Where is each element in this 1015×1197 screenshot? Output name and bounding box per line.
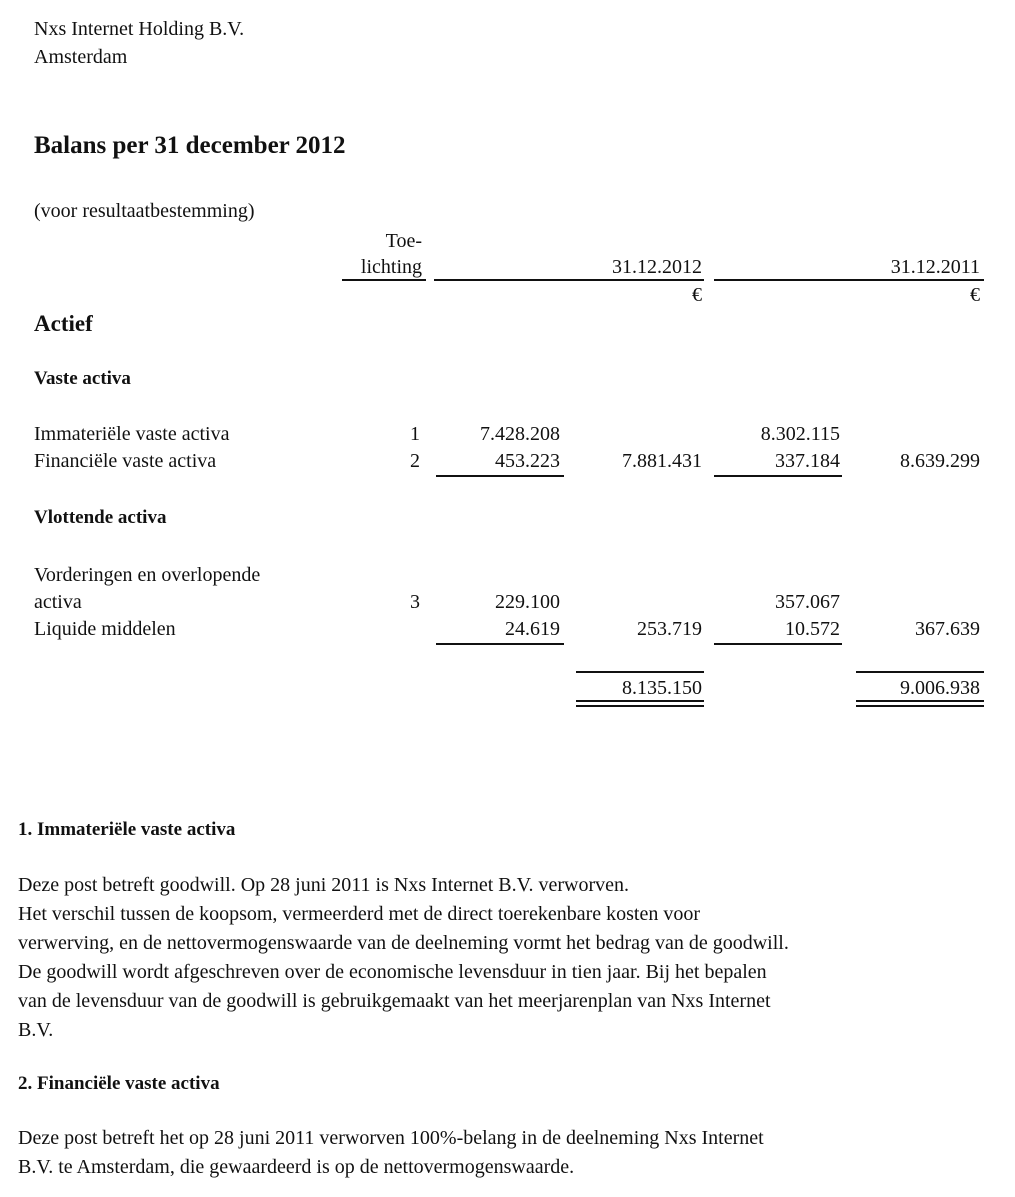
note-body: [18, 871, 1003, 1045]
note-heading: 2. Financiële vaste activa: [18, 1073, 220, 1094]
grand-total-2011: 9.006.938: [900, 677, 980, 699]
row-detail-2011: 8.302.115: [760, 423, 840, 445]
note-line: B.V.: [18, 1019, 54, 1041]
row-detail-2012: 229.100: [495, 591, 560, 613]
note-line: Deze post betreft het op 28 juni 2011 verworven 100%-belang in de deelneming Nxs Internet: [18, 1127, 764, 1149]
divider: [436, 475, 564, 477]
currency-2012: €: [692, 284, 702, 306]
row-total-2011: 8.639.299: [900, 450, 980, 472]
page-title: Balans per 31 december 2012: [34, 132, 346, 159]
row-detail-2012: 24.619: [505, 618, 560, 640]
double-underline: [576, 700, 704, 707]
row-note: 2: [410, 450, 420, 472]
grand-total-2012: 8.135.150: [622, 677, 702, 699]
company-name: Nxs Internet Holding B.V.: [34, 18, 245, 40]
note-heading: 1. Immateriële vaste activa: [18, 819, 236, 840]
row-label: Liquide middelen: [34, 618, 176, 640]
row-total-2011: 367.639: [915, 618, 980, 640]
row-detail-2011: 357.067: [775, 591, 840, 613]
row-detail-2012: 7.428.208: [480, 423, 560, 445]
note-line: van de levensduur van de goodwill is gebruikgemaakt van het meerjarenplan van Nxs Internet: [18, 990, 771, 1012]
group-title-vlottende-activa: Vlottende activa: [34, 507, 167, 528]
row-total-2012: 253.719: [637, 618, 702, 640]
divider: [856, 671, 984, 673]
col-header-2012: 31.12.2012: [612, 256, 702, 278]
group-title-vaste-activa: Vaste activa: [34, 368, 131, 389]
divider: [714, 475, 842, 477]
row-label: activa: [34, 591, 82, 613]
row-label: Immateriële vaste activa: [34, 423, 230, 445]
double-underline: [856, 700, 984, 707]
row-detail-2011: 10.572: [785, 618, 840, 640]
note-line: verwerving, en de nettovermogenswaarde van de deelneming vormt het bedrag van de goodwill.: [18, 932, 789, 954]
note-line: De goodwill wordt afgeschreven over de economische levensduur in tien jaar. Bij het bepalen: [18, 961, 767, 983]
row-label: Financiële vaste activa: [34, 450, 217, 472]
note-line: Deze post betreft goodwill. Op 28 juni 2011 is Nxs Internet B.V. verworven.: [18, 874, 630, 896]
divider: [436, 643, 564, 645]
currency-2011: €: [970, 284, 980, 306]
note-line: B.V. te Amsterdam, die gewaardeerd is op de nettovermogenswaarde.: [18, 1156, 575, 1178]
divider: [576, 671, 704, 673]
row-total-2012: 7.881.431: [622, 450, 702, 472]
col-header-toelichting-2: lichting: [360, 256, 422, 278]
col-header-2011: 31.12.2011: [890, 256, 980, 278]
divider: [434, 279, 704, 281]
divider: [714, 643, 842, 645]
row-detail-2011: 337.184: [775, 450, 840, 472]
note-body: [18, 1124, 1003, 1182]
row-label-line1: Vorderingen en overlopende: [34, 564, 261, 586]
row-detail-2012: 453.223: [495, 450, 560, 472]
company-city: Amsterdam: [34, 46, 128, 68]
subtitle: (voor resultaatbestemming): [34, 200, 255, 222]
divider: [342, 279, 426, 281]
row-note: 1: [410, 423, 420, 445]
col-header-toelichting-1: Toe-: [385, 230, 422, 252]
section-title-actief: Actief: [34, 311, 93, 336]
row-note: 3: [410, 591, 420, 613]
note-line: Het verschil tussen de koopsom, vermeerderd met de direct toerekenbare kosten voor: [18, 903, 700, 925]
divider: [714, 279, 984, 281]
